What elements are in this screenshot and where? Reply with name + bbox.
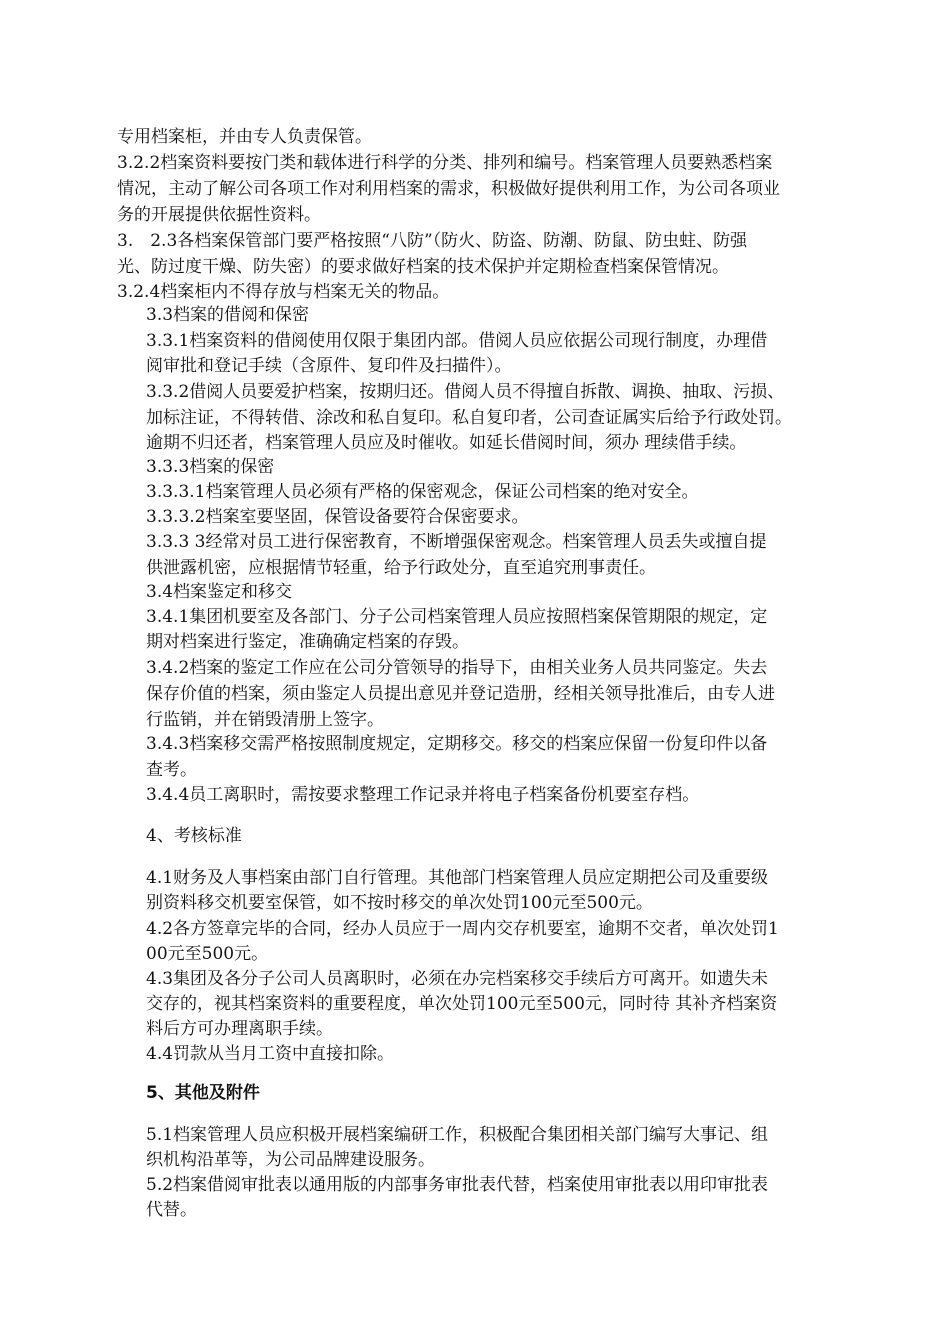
text-line: 00元至500元。 (146, 944, 269, 964)
text-line: 3.3.1档案资料的借阅使用仅限于集团内部。借阅人员应依据公司现行制度，办理借 (146, 331, 768, 351)
text-line: 3.3.3.1档案管理人员必须有严格的保密观念，保证公司档案的绝对安全。 (146, 482, 699, 502)
text-line: 3.4.1集团机要室及各部门、分子公司档案管理人员应按照档案保管期限的规定，定 (146, 607, 768, 627)
text-line: 5.1档案管理人员应积极开展档案编研工作，积极配合集团相关部门编写大事记、组 (146, 1125, 769, 1145)
text-line: 逾期不归还者，档案管理人员应及时催收。如延长借阅时间，须办 理续借手续。 (146, 433, 747, 453)
text-line: 织机构沿革等，为公司品牌建设服务。 (146, 1150, 435, 1170)
text-line: 供泄露机密，应根据情节轻重，给予行政处分，直至追究刑事责任。 (146, 558, 656, 578)
text-line: 代替。 (146, 1200, 197, 1220)
section-heading: 3.3.3档案的保密 (146, 457, 275, 477)
text-line: 3.4.2档案的鉴定工作应在公司分管领导的指导下，由相关业务人员共同鉴定。失去 (146, 658, 768, 678)
text-line: 3.3.2借阅人员要爱护档案，按期归还。借阅人员不得擅自拆散、调换、抽取、污损、 (146, 382, 785, 402)
text-line: 3.4.4员工离职时，需按要求整理工作记录并将电子档案备份机要室存档。 (146, 785, 700, 805)
text-line: 3.4.3档案移交需严格按照制度规定，定期移交。移交的档案应保留一份复印件以备 (146, 734, 768, 754)
text-line: 交存的，视其档案资料的重要程度，单次处罚100元至500元，同时待 其补齐档案资 (146, 994, 778, 1014)
text-line: 情况，主动了解公司各项工作对利用档案的需求，积极做好提供利用工作，为公司各项业 (117, 179, 780, 199)
text-line: 4.1财务及人事档案由部门自行管理。其他部门档案管理人员应定期把公司及重要级 (146, 868, 769, 888)
text-line: 专用档案柜，并由专人负责保管。 (117, 127, 372, 147)
text-line: 保存价值的档案，须由鉴定人员提出意见并登记造册，经相关领导批准后，由专人进 (146, 684, 775, 704)
text-line: 期对档案进行鉴定，准确确定档案的存毁。 (146, 632, 469, 652)
text-line: 3. 2.3各档案保管部门要严格按照“八防”（防火、防盗、防潮、防鼠、防虫蛀、防强 (117, 231, 748, 251)
text-line: 3.2.2档案资料要按门类和载体进行科学的分类、排列和编号。档案管理人员要熟悉档案 (117, 153, 773, 173)
text-line: 查考。 (146, 760, 197, 780)
text-line: 5.2档案借阅审批表以通用版的内部事务审批表代替，档案使用审批表以用印审批表 (146, 1175, 769, 1195)
section-heading: 3.3档案的借阅和保密 (146, 305, 310, 325)
text-line: 料后方可办理离职手续。 (146, 1019, 333, 1039)
text-line: 行监销，并在销毁清册上签字。 (146, 710, 384, 730)
text-line: 别资料移交机要室保管，如不按时移交的单次处罚100元至500元。 (146, 893, 653, 913)
section-heading: 5、其他及附件 (146, 1083, 260, 1103)
text-line: 4.3集团及各分子公司人员离职时，必须在办完档案移交手续后方可离开。如遗失未 (146, 969, 769, 989)
text-line: 3.3.3 3经常对员工进行保密教育，不断增强保密观念。档案管理人员丢失或擅自提 (146, 532, 767, 552)
text-line: 加标注证，不得转借、涂改和私自复印。私自复印者，公司查证属实后给予行政处罚。 (146, 408, 792, 428)
text-line: 务的开展提供依据性资料。 (117, 205, 321, 225)
section-heading: 4、考核标准 (146, 826, 242, 846)
text-line: 3.3.3.2档案室要坚固，保管设备要符合保密要求。 (146, 507, 529, 527)
text-line: 3.2.4档案柜内不得存放与档案无关的物品。 (117, 282, 450, 302)
text-line: 4.4罚款从当月工资中直接扣除。 (146, 1044, 395, 1064)
text-line: 4.2各方签章完毕的合同，经办人员应于一周内交存机要室，逾期不交者，单次处罚1 (146, 919, 779, 939)
text-line: 光、防过度干燥、防失密）的要求做好档案的技术保护并定期检查档案保管情况。 (117, 257, 729, 277)
text-line: 阅审批和登记手续（含原件、复印件及扫描件）。 (146, 356, 512, 376)
section-heading: 3.4档案鉴定和移交 (146, 582, 293, 602)
